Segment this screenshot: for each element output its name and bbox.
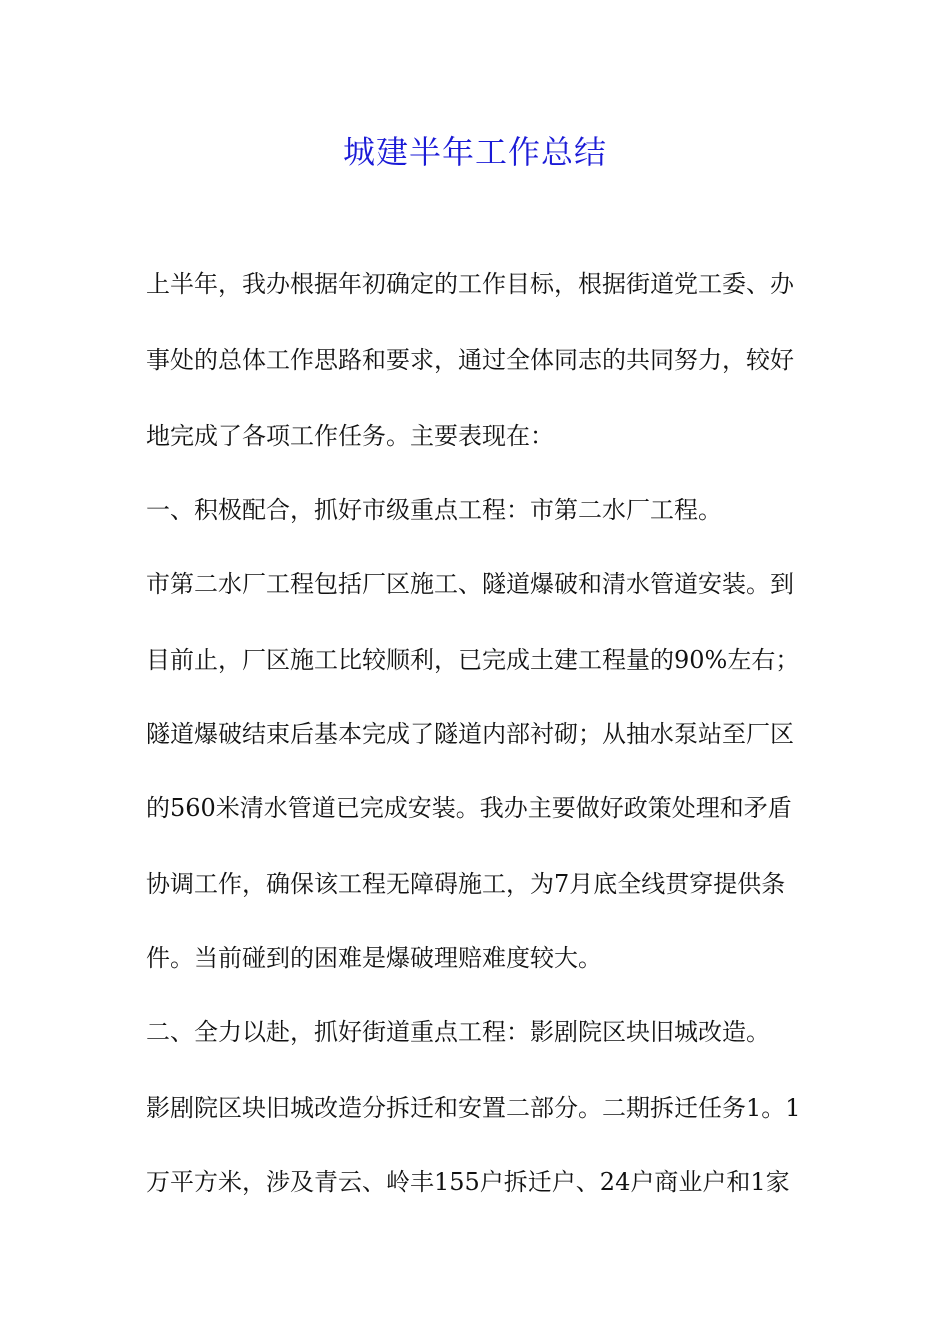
paragraph-line: 上半年，我办根据年初确定的工作目标，根据街道党工委、办	[146, 270, 794, 298]
paragraph-line: 隧道爆破结束后基本完成了隧道内部衬砌；从抽水泵站至厂区	[146, 720, 794, 748]
paragraph-line: 协调工作，确保该工程无障碍施工，为7月底全线贯穿提供条	[146, 870, 786, 898]
section-heading-line: 一、积极配合，抓好市级重点工程：市第二水厂工程。	[146, 496, 722, 524]
paragraph-line: 事处的总体工作思路和要求，通过全体同志的共同努力，较好	[146, 346, 794, 374]
paragraph-line: 目前止，厂区施工比较顺利，已完成土建工程量的90%左右；	[146, 646, 800, 674]
section-heading-line: 二、全力以赴，抓好街道重点工程：影剧院区块旧城改造。	[146, 1018, 770, 1046]
paragraph-line: 影剧院区块旧城改造分拆迁和安置二部分。二期拆迁任务1。1	[146, 1094, 801, 1122]
paragraph-line: 的560米清水管道已完成安装。我办主要做好政策处理和矛盾	[146, 794, 792, 822]
paragraph-line: 市第二水厂工程包括厂区施工、隧道爆破和清水管道安装。到	[146, 570, 794, 598]
paragraph-line: 件。当前碰到的困难是爆破理赔难度较大。	[146, 944, 602, 972]
document-title: 城建半年工作总结	[342, 133, 607, 171]
paragraph-line: 地完成了各项工作任务。主要表现在：	[146, 422, 554, 450]
paragraph-line: 万平方米，涉及青云、岭丰155户拆迁户、24户商业户和1家	[146, 1168, 790, 1196]
